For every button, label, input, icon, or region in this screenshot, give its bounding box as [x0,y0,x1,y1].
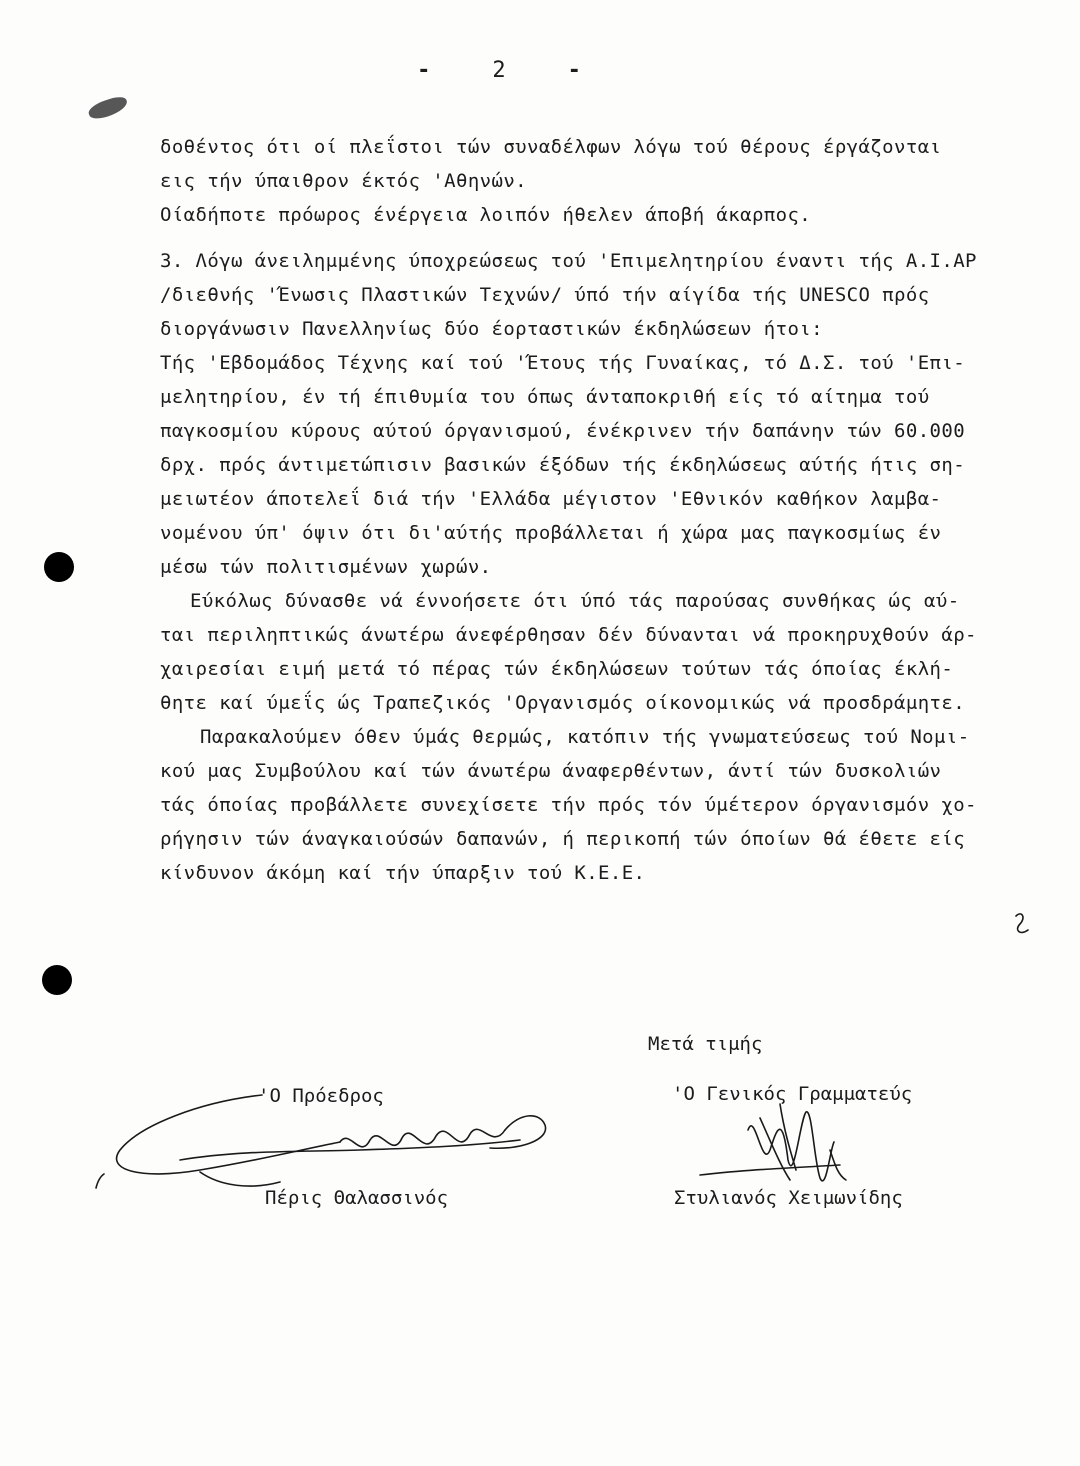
body-line: δοθέντος ότι οί πλεΐστοι τών συναδέλφων λόγω τού θέρους έργάζονται [160,136,942,158]
body-line: ρήγησιν τών άναγκαιούσών δαπανών, ή περικοπή τών όποίων θά έθετε είς [160,828,966,850]
secretary-general-name: Στυλιανός Χειμωνίδης [674,1187,903,1209]
body-line: τάς όποίας προβάλλετε συνεχίσετε τήν πρός τόν ύμέτερον όργανισμόν χο- [160,794,977,816]
punch-hole-top [44,552,74,582]
secretary-general-title: 'Ο Γενικός Γραμματεύς [672,1083,913,1105]
body-line: Εύκόλως δύνασθε νά έννοήσετε ότι ύπό τάς παρούσας συνθήκας ώς αύ- [190,590,960,612]
punch-hole-bottom [42,965,72,995]
body-line: Παρακαλούμεν όθεν ύμάς θερμώς, κατόπιν τής γνωματεύσεως τού Νομι- [200,726,970,748]
body-line: διοργάνωσιν Πανελληνίως δύο έορταστικών έκδηλώσεων ήτοι: [160,318,823,340]
president-title: 'Ο Πρόεδρος [258,1085,384,1107]
body-line: θητε καί ύμεΐς ώς Τραπεζικός 'Οργανισμός οίκονομικώς νά προσδράμητε. [160,692,966,714]
body-line: Οίαδήποτε πρόωρος ένέργεια λοιπόν ήθελεν άποβή άκαρπος. [160,204,812,226]
body-line: μειωτέον άποτελεΐ διά τήν 'Ελλάδα μέγιστον 'Εθνικόν καθήκον λαμβα- [160,488,942,510]
body-line: παγκοσμίου κύρους αύτού όργανισμού, ένέκρινεν τήν δαπάνην τών 60.000 [160,420,966,442]
page-number: 2 [492,58,508,83]
body-line: κού μας Συμβούλου καί τών άνωτέρω άναφερθέντων, άντί τών δυσκολιών [160,760,942,782]
body-line: χαιρεσίαι ειμή μετά τό πέρας τών έκδηλώσεων τούτων τάς όποίας έκλή- [160,658,954,680]
letter-body [160,130,1040,890]
president-name: Πέρις Θαλασσινός [265,1187,449,1209]
body-line: Τής 'Εβδομάδος Τέχνης καί τού 'Έτους τής Γυναίκας, τό Δ.Σ. τού 'Επι- [160,352,966,374]
body-line: κίνδυνον άκόμη καί τήν ύπαρξιν τού Κ.Ε.Ε. [160,862,646,884]
body-line: μέσω τών πολιτισμένων χωρών. [160,556,492,578]
ink-smudge [87,94,130,122]
page-number-dash-right: - [567,58,583,83]
president-signature [96,1095,546,1188]
body-line: /διεθνής 'Ένωσις Πλαστικών Τεχνών/ ύπό τήν αίγίδα τής UNESCO πρός [160,284,930,306]
body-line: ται περιληπτικώς άνωτέρω άνεφέρθησαν δέν δύνανται νά προκηρυχθούν άρ- [160,624,977,646]
closing-salutation: Μετά τιμής [648,1033,763,1055]
page-number-dash-left: - [417,58,433,83]
page-number-header [0,58,1000,83]
body-line: νομένου ύπ' όψιν ότι δι'αύτής προβάλλεται ή χώρα μας παγκοσμίως έν [160,522,942,544]
body-line: 3. Λόγω άνειλημμένης ύποχρεώσεως τού 'Επιμελητηρίου έναντι τής Α.Ι.ΑΡ [160,250,977,272]
body-line: εις τήν ύπαιθρον έκτός 'Αθηνών. [160,170,528,192]
body-line: δρχ. πρός άντιμετώπισιν βασικών έξόδων τής έκδηλώσεως αύτής ήτις ση- [160,454,966,476]
body-line: μελητηρίου, έν τή έπιθυμία του όπως άνταποκριθή είς τό αίτημα τού [160,386,930,408]
